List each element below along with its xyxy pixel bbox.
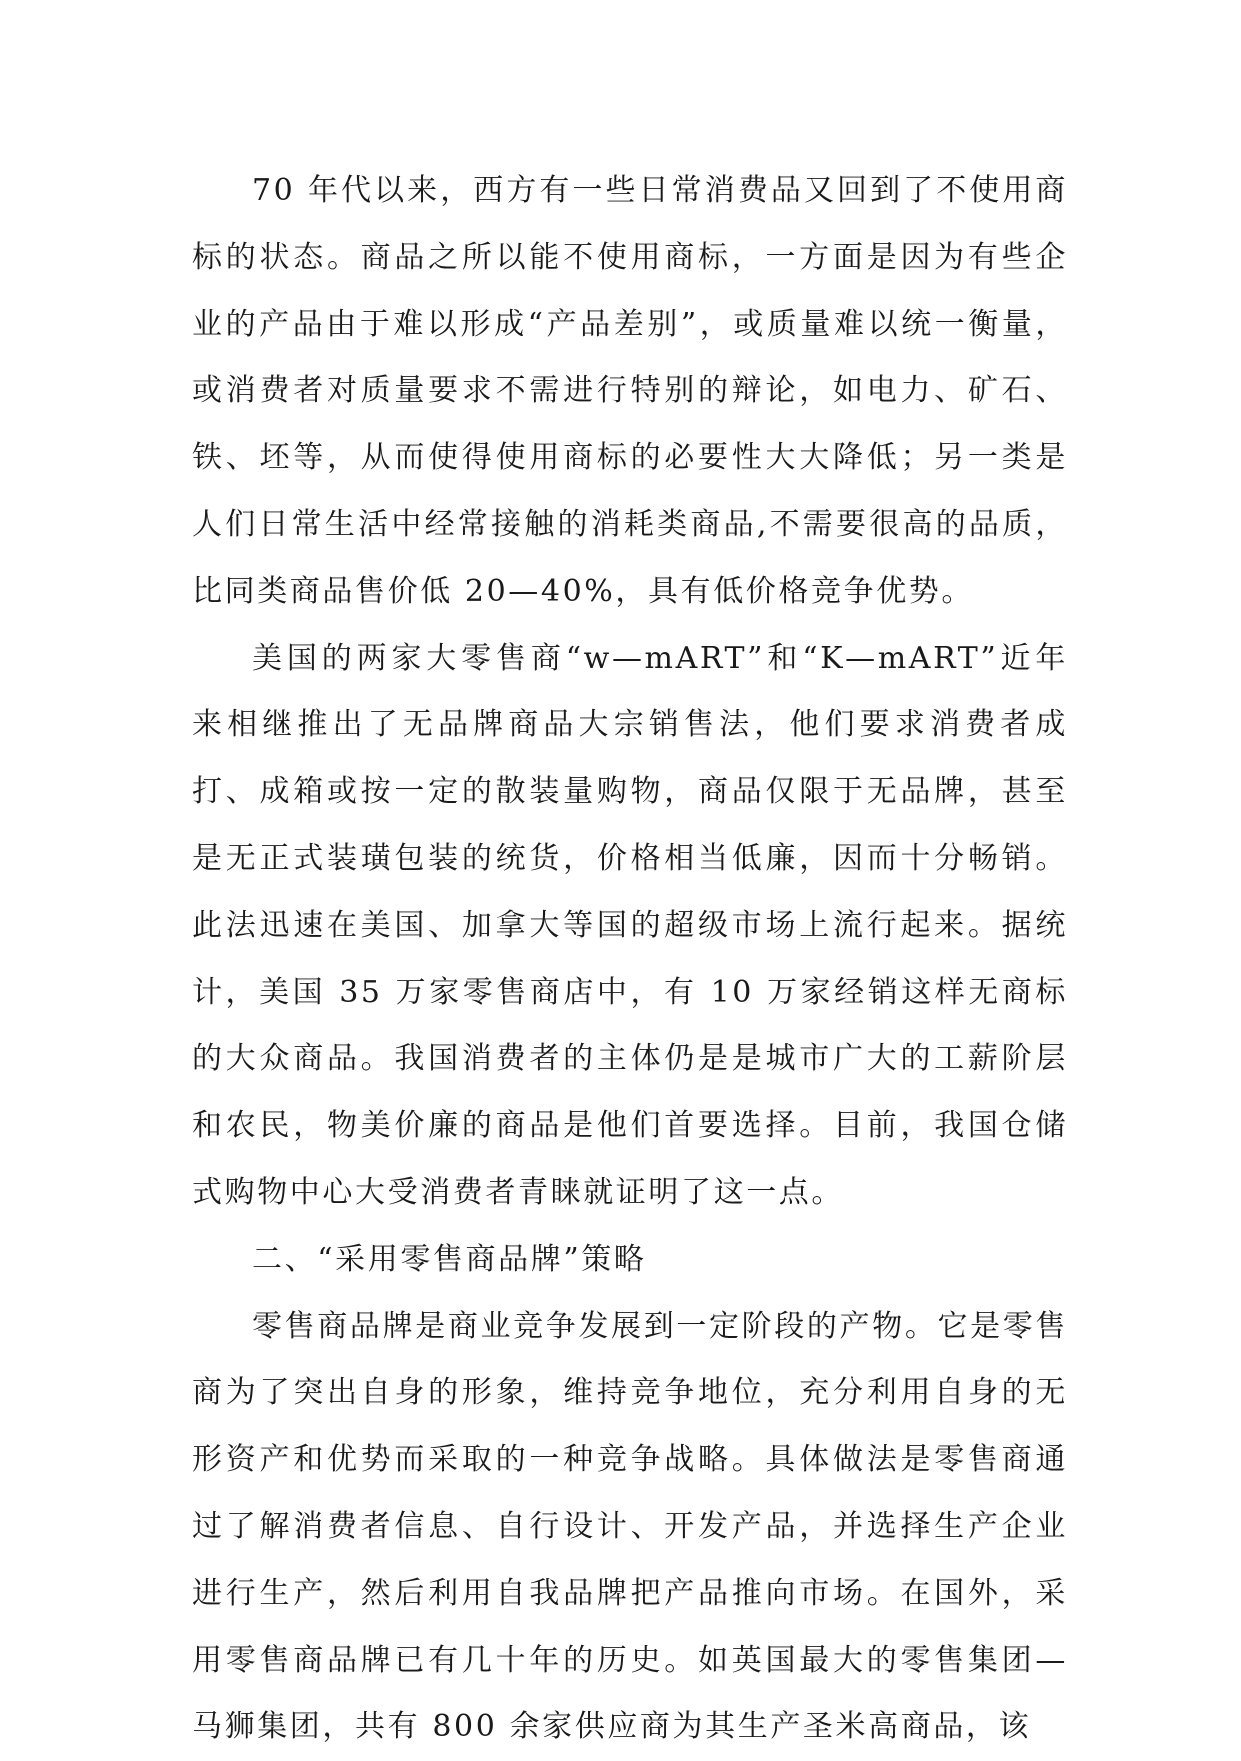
paragraph-no-brand-goods: 70 年代以来，西方有一些日常消费品又回到了不使用商标的状态。商品之所以能不使用商标，一方面是因为有些企业的产品由于难以形成“产品差别”，或质量难以统一衡量，或消费者对质量要求不需进行特别的辩论，如电力、矿石、铁、坯等，从而使得使用商标的必要性大大降低；另一类是人们日常生活中经常接触的消耗类商品,不需要很高的品质，比同类商品售价低 20—40%，具有低价格竞争优势。 xyxy=(192,173,1068,609)
paragraph-retailer-brand: 零售商品牌是商业竞争发展到一定阶段的产物。它是零售商为了突出自身的形象，维持竞争地位，充分利用自身的无形资产和优势而采取的一种竞争战略。具体做法是零售商通过了解消费者信息、自行设计、开发产品，并选择生产企业进行生产，然后利用自我品牌把产品推向市场。在国外，采用零售商品牌已有几十年的历史。如英国最大的零售集团—马狮集团，共有 800 余家供应商为其生产圣米高商品，该 xyxy=(192,1308,1068,1745)
document-body xyxy=(192,158,1068,1761)
paragraph-us-retailers: 美国的两家大零售商“w—mART”和“K—mART”近年来相继推出了无品牌商品大宗销售法，他们要求消费者成打、成箱或按一定的散装量购物，商品仅限于无品牌，甚至是无正式装璜包装的统货，价格相当低廉，因而十分畅销。此法迅速在美国、加拿大等国的超级市场上流行起来。据统计，美国 35 万家零售商店中，有 10 万家经销这样无商标的大众商品。我国消费者的主体仍是是城市广大的工薪阶层和农民，物美价廉的商品是他们首要选择。目前，我国仓储式购物中心大受消费者青睐就证明了这一点。 xyxy=(192,640,1068,1210)
section-heading: 二、“采用零售商品牌”策略 xyxy=(252,1241,647,1277)
